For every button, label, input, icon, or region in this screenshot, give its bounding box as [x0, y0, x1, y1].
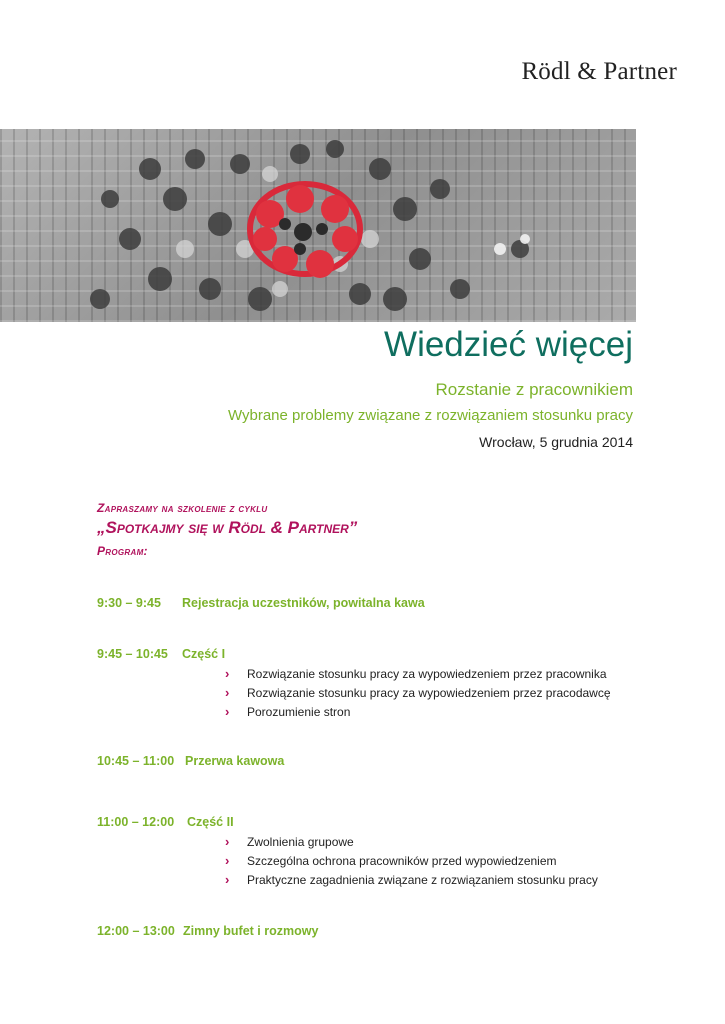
list-item: [225, 834, 354, 849]
agenda-time: 9:45 – 10:45: [97, 647, 168, 661]
page-title: Wiedzieć więcej: [384, 325, 633, 364]
agenda-label: Rejestracja uczestników, powitalna kawa: [182, 596, 425, 610]
agenda-item: [97, 647, 225, 661]
agenda-label: Przerwa kawowa: [185, 754, 285, 768]
chevron-right-icon: ›: [225, 834, 230, 849]
list-item: [225, 704, 350, 719]
header-photo: [0, 129, 636, 322]
invite-text: Zapraszamy na szkolenie z cyklu: [97, 501, 268, 515]
list-item-text: Porozumienie stron: [247, 705, 351, 719]
agenda-time: 12:00 – 13:00: [97, 924, 175, 938]
event-date: Wrocław, 5 grudnia 2014: [479, 434, 633, 450]
series-title: „Spotkajmy się w Rödl & Partner”: [97, 518, 358, 537]
list-item: [225, 872, 598, 887]
list-item-text: Szczególna ochrona pracowników przed wypowiedzeniem: [247, 854, 557, 868]
subtitle: Rozstanie z pracownikiem: [435, 380, 633, 399]
list-item: [225, 685, 611, 700]
agenda-item: [97, 924, 318, 938]
agenda-label: Część II: [187, 815, 234, 829]
agenda-time: 10:45 – 11:00: [97, 754, 175, 768]
chevron-right-icon: ›: [225, 666, 230, 681]
chevron-right-icon: ›: [225, 704, 230, 719]
agenda-label: Część I: [182, 647, 226, 661]
chevron-right-icon: ›: [225, 872, 230, 887]
list-item-text: Zwolnienia grupowe: [247, 835, 354, 849]
list-item-text: Praktyczne zagadnienia związane z rozwiązaniem stosunku pracy: [247, 873, 598, 887]
agenda-item: [97, 596, 425, 610]
program-label: Program:: [97, 544, 148, 558]
agenda-time: 11:00 – 12:00: [97, 815, 175, 829]
list-item-text: Rozwiązanie stosunku pracy za wypowiedzeniem przez pracownika: [247, 667, 607, 681]
agenda-label: Zimny bufet i rozmowy: [183, 924, 319, 938]
chevron-right-icon: ›: [225, 853, 230, 868]
list-item-text: Rozwiązanie stosunku pracy za wypowiedzeniem przez pracodawcę: [247, 686, 611, 700]
agenda-item: [97, 754, 284, 768]
chevron-right-icon: ›: [225, 685, 230, 700]
secondary-subtitle: Wybrane problemy związane z rozwiązaniem stosunku pracy: [227, 407, 633, 424]
company-logo: Rödl & Partner: [521, 58, 677, 85]
agenda-item: [97, 815, 234, 829]
list-item: [225, 853, 557, 868]
agenda-time: 9:30 – 9:45: [97, 596, 161, 610]
list-item: [225, 666, 607, 681]
crowd-image: [0, 129, 636, 322]
